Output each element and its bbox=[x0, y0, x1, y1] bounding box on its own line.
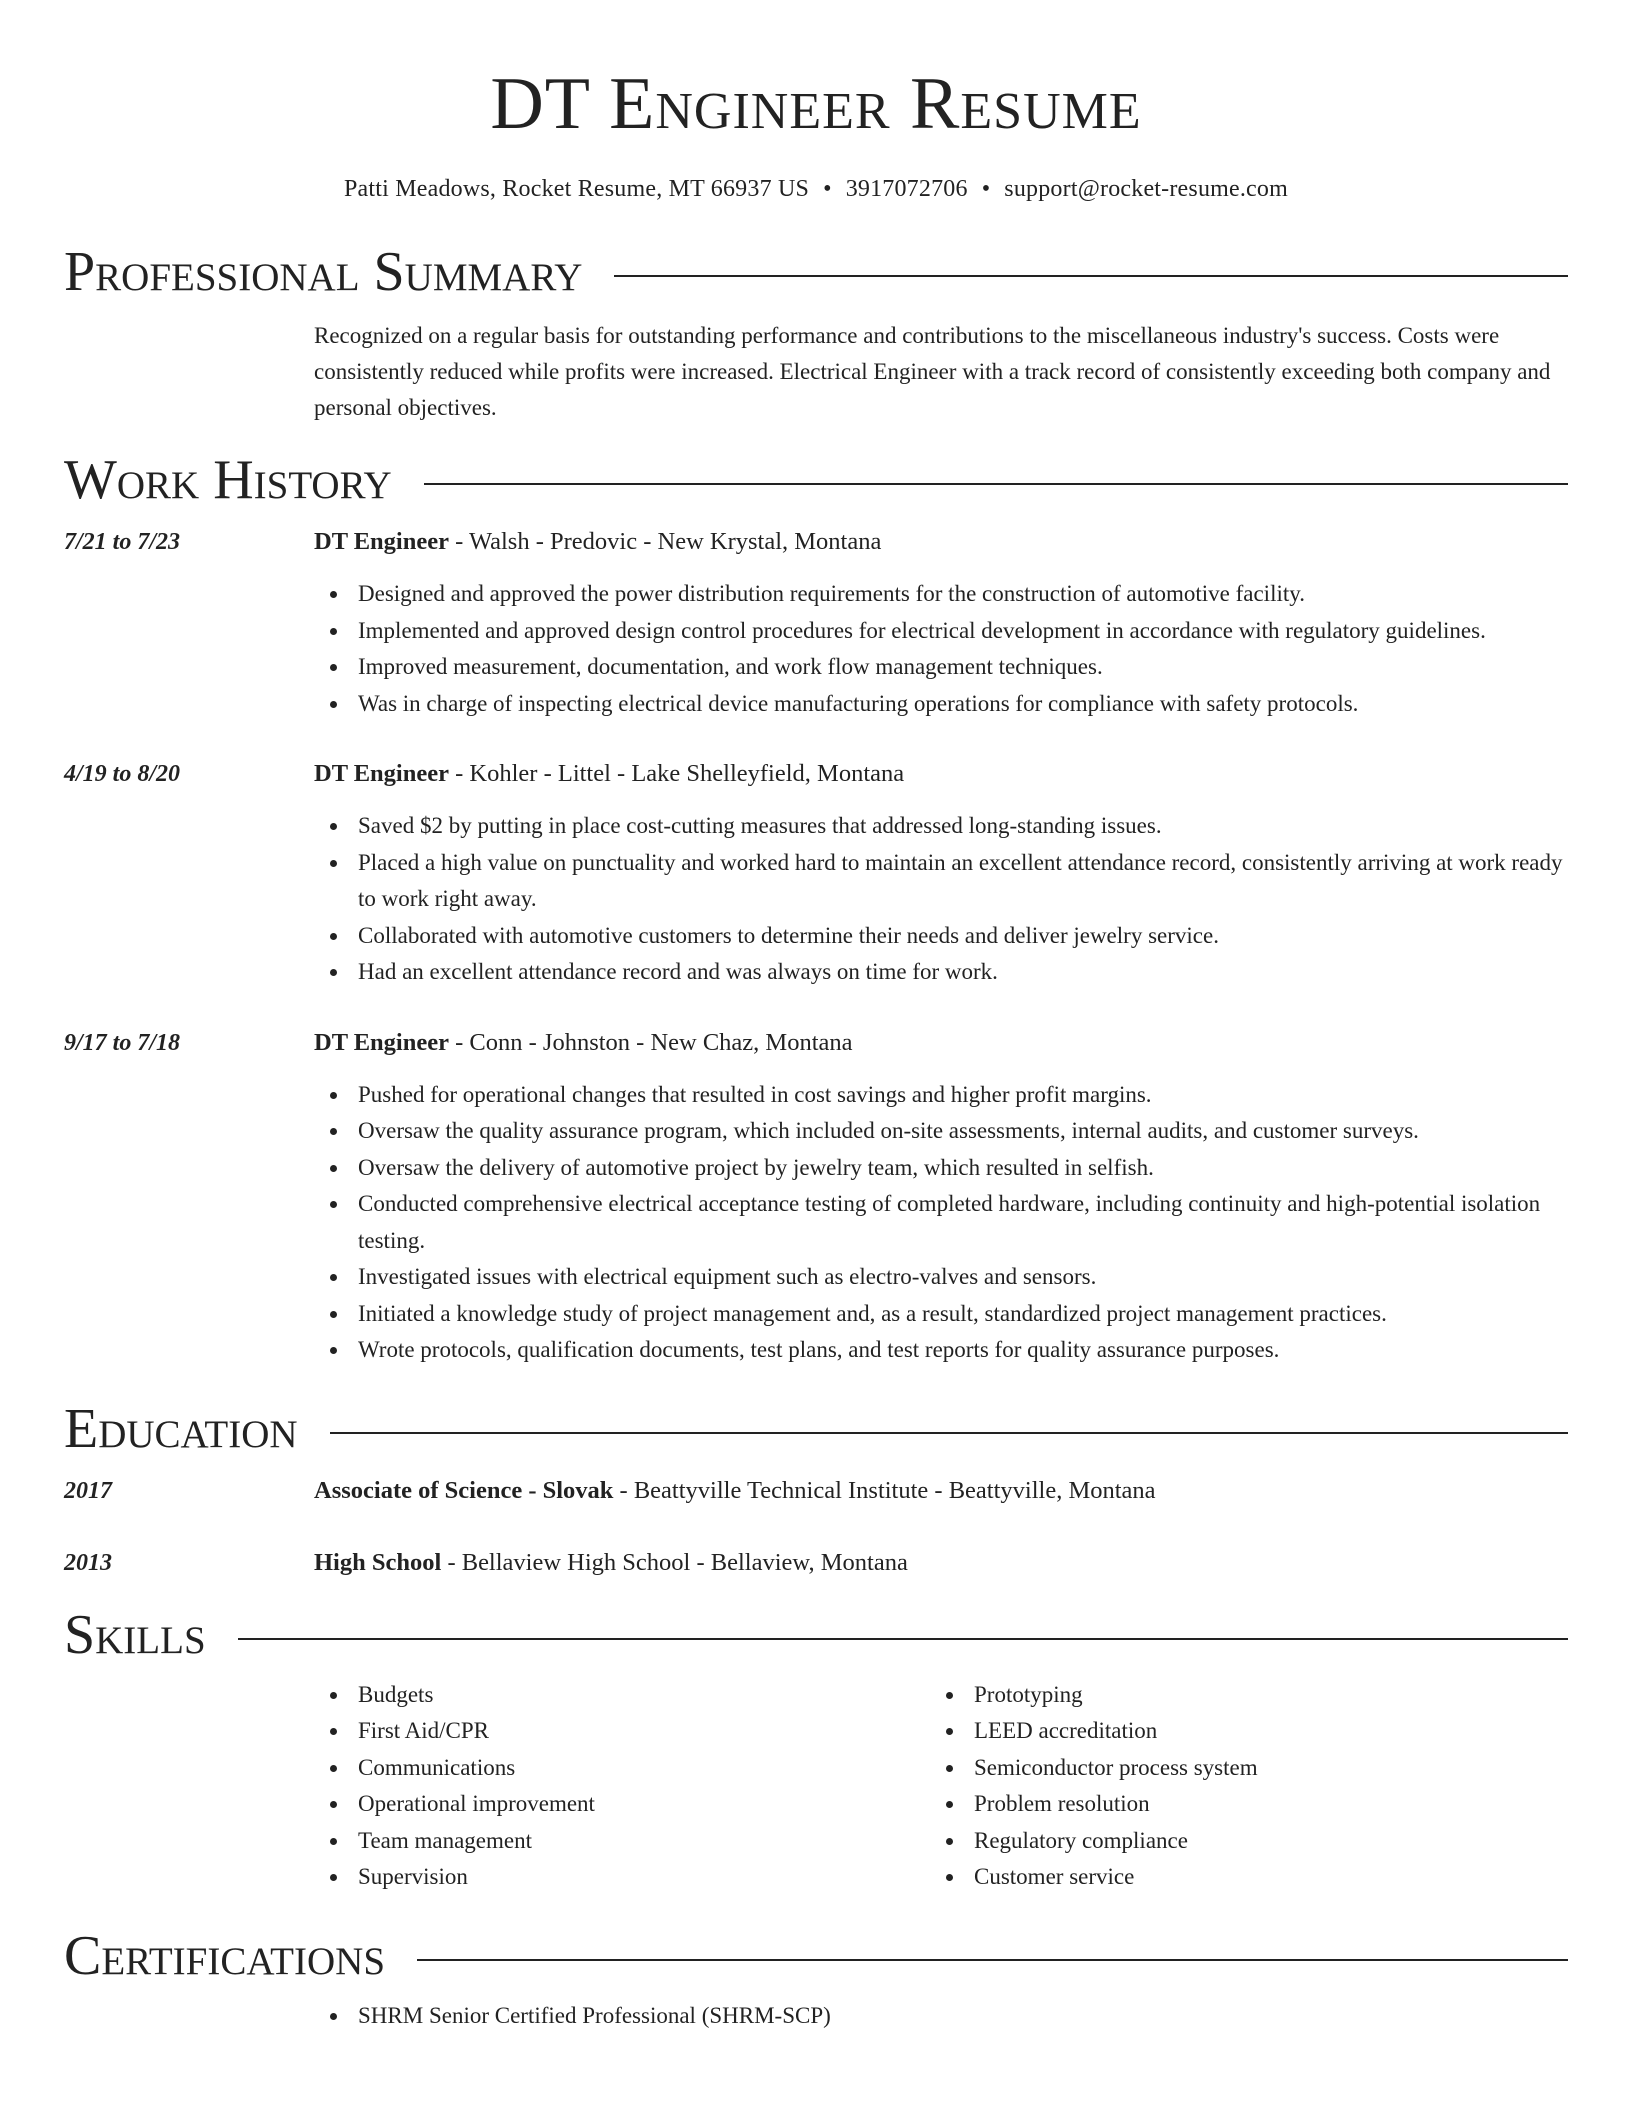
job-bullet: Oversaw the delivery of automotive project by jewelry team, which resulted in selfish. bbox=[314, 1150, 1568, 1187]
skill-item: LEED accreditation bbox=[930, 1713, 1546, 1750]
section-rule bbox=[238, 1638, 1568, 1640]
certification-item: SHRM Senior Certified Professional (SHRM-SCP) bbox=[314, 1998, 1568, 2035]
job-bullets bbox=[314, 808, 1568, 991]
job-dates: 9/17 to 7/18 bbox=[64, 1029, 181, 1056]
skill-item: Budgets bbox=[314, 1677, 930, 1714]
job-title: DT Engineer bbox=[314, 1028, 449, 1056]
job-bullet: Initiated a knowledge study of project management and, as a result, standardized project management practices. bbox=[314, 1296, 1568, 1333]
section-rule bbox=[614, 275, 1568, 277]
contact-separator: • bbox=[823, 176, 832, 202]
education-details bbox=[314, 1475, 1568, 1507]
job-details bbox=[314, 758, 1568, 991]
education-details bbox=[314, 1547, 1568, 1579]
section-title: Skills bbox=[64, 1603, 206, 1666]
certifications-list bbox=[314, 1998, 1568, 2035]
section-title: Professional Summary bbox=[64, 241, 583, 303]
contact-line bbox=[64, 174, 1568, 204]
job-bullet: Saved $2 by putting in place cost-cutting measures that addressed long-standing issues. bbox=[314, 808, 1568, 845]
contact-email[interactable]: support@rocket-resume.com bbox=[1004, 176, 1288, 202]
skill-item: Regulatory compliance bbox=[930, 1823, 1546, 1860]
skills-list-left bbox=[314, 1677, 930, 1896]
section-heading-education bbox=[64, 1397, 1568, 1461]
education-entry bbox=[64, 1547, 1568, 1579]
job-bullet: Was in charge of inspecting electrical device manufacturing operations for compliance with safety protocols. bbox=[314, 686, 1568, 723]
contact-phone: 3917072706 bbox=[845, 176, 968, 202]
skill-item: Communications bbox=[314, 1750, 930, 1787]
job-bullet: Pushed for operational changes that resulted in cost savings and higher profit margins. bbox=[314, 1077, 1568, 1114]
job-bullet: Designed and approved the power distribution requirements for the construction of automotive facility. bbox=[314, 576, 1568, 613]
skill-item: Supervision bbox=[314, 1859, 930, 1896]
job-details bbox=[314, 1027, 1568, 1369]
skills-list-right bbox=[930, 1677, 1546, 1896]
education-year: 2013 bbox=[64, 1549, 112, 1576]
job-heading bbox=[314, 526, 1568, 558]
section-rule bbox=[330, 1432, 1568, 1434]
job-title: DT Engineer bbox=[314, 528, 449, 555]
job-details bbox=[314, 526, 1568, 722]
section-rule bbox=[424, 483, 1568, 485]
certifications-details bbox=[314, 1998, 1568, 2035]
education-school: - Beattyville Technical Institute - Beattyville, Montana bbox=[613, 1476, 1156, 1504]
skill-item: Problem resolution bbox=[930, 1786, 1546, 1823]
job-bullet: Improved measurement, documentation, and work flow management techniques. bbox=[314, 649, 1568, 686]
skill-item: Team management bbox=[314, 1823, 930, 1860]
job-title: DT Engineer bbox=[314, 760, 449, 787]
job-bullet: Had an excellent attendance record and was always on time for work. bbox=[314, 954, 1568, 991]
education-degree: High School bbox=[314, 1548, 442, 1576]
skill-item: Semiconductor process system bbox=[930, 1750, 1546, 1787]
skills-row bbox=[64, 1677, 1568, 1896]
section-heading-skills bbox=[64, 1603, 1568, 1667]
section-heading-work bbox=[64, 448, 1568, 512]
resume-title: DT Engineer Resume bbox=[490, 63, 1142, 145]
skill-item: First Aid/CPR bbox=[314, 1713, 930, 1750]
job-entry bbox=[64, 1027, 1568, 1369]
job-bullet: Placed a high value on punctuality and worked hard to maintain an excellent attendance record, consistently arriving at work ready to work right away. bbox=[314, 845, 1568, 918]
skills-spacer bbox=[64, 1677, 314, 1896]
job-heading bbox=[314, 1027, 1568, 1059]
job-bullet: Wrote protocols, qualification documents, test plans, and test reports for quality assurance purposes. bbox=[314, 1332, 1568, 1369]
job-bullet: Implemented and approved design control procedures for electrical development in accordance with regulatory guidelines. bbox=[314, 613, 1568, 650]
section-title: Work History bbox=[64, 449, 392, 511]
job-bullet: Conducted comprehensive electrical acceptance testing of completed hardware, including continuity and high-potential isolation testing. bbox=[314, 1186, 1568, 1259]
skill-item: Prototyping bbox=[930, 1677, 1546, 1714]
skill-item: Operational improvement bbox=[314, 1786, 930, 1823]
job-bullets bbox=[314, 576, 1568, 722]
job-entry bbox=[64, 758, 1568, 991]
education-entry bbox=[64, 1475, 1568, 1507]
education-school: - Bellaview High School - Bellaview, Montana bbox=[441, 1548, 908, 1576]
skill-item: Customer service bbox=[930, 1859, 1546, 1896]
skills-columns bbox=[314, 1677, 1568, 1896]
summary-text: Recognized on a regular basis for outstanding performance and contributions to the miscellaneous industry's success. Costs were consistently reduced while profits were increased. Electrical Engineer with a track record of consistently exceeding both company and personal objectives. bbox=[314, 323, 1551, 420]
job-employer: - Conn - Johnston - New Chaz, Montana bbox=[449, 1028, 853, 1056]
job-heading bbox=[314, 758, 1568, 790]
resume-page bbox=[64, 0, 1568, 2034]
section-heading-certifications bbox=[64, 1924, 1568, 1988]
summary-spacer bbox=[64, 318, 314, 426]
job-entry bbox=[64, 526, 1568, 722]
education-degree: Associate of Science - Slovak bbox=[314, 1476, 614, 1504]
job-bullet: Oversaw the quality assurance program, which included on-site assessments, internal audits, and customer surveys. bbox=[314, 1113, 1568, 1150]
certifications-row bbox=[64, 1998, 1568, 2035]
job-dates: 4/19 to 8/20 bbox=[64, 761, 181, 787]
job-dates: 7/21 to 7/23 bbox=[64, 529, 181, 555]
education-year: 2017 bbox=[64, 1477, 112, 1504]
job-employer: - Walsh - Predovic - New Krystal, Montana bbox=[449, 528, 882, 555]
certifications-spacer bbox=[64, 1998, 314, 2035]
job-bullets bbox=[314, 1077, 1568, 1369]
section-rule bbox=[417, 1959, 1568, 1961]
job-employer: - Kohler - Littel - Lake Shelleyfield, Montana bbox=[449, 760, 905, 787]
job-bullet: Investigated issues with electrical equipment such as electro-valves and sensors. bbox=[314, 1259, 1568, 1296]
summary-row bbox=[64, 318, 1568, 426]
section-heading-summary bbox=[64, 240, 1568, 304]
job-bullet: Collaborated with automotive customers to determine their needs and deliver jewelry service. bbox=[314, 918, 1568, 955]
contact-separator: • bbox=[981, 176, 991, 202]
section-title: Education bbox=[64, 1397, 298, 1460]
section-title: Certifications bbox=[64, 1924, 386, 1987]
contact-address: Patti Meadows, Rocket Resume, MT 66937 US bbox=[344, 176, 810, 202]
